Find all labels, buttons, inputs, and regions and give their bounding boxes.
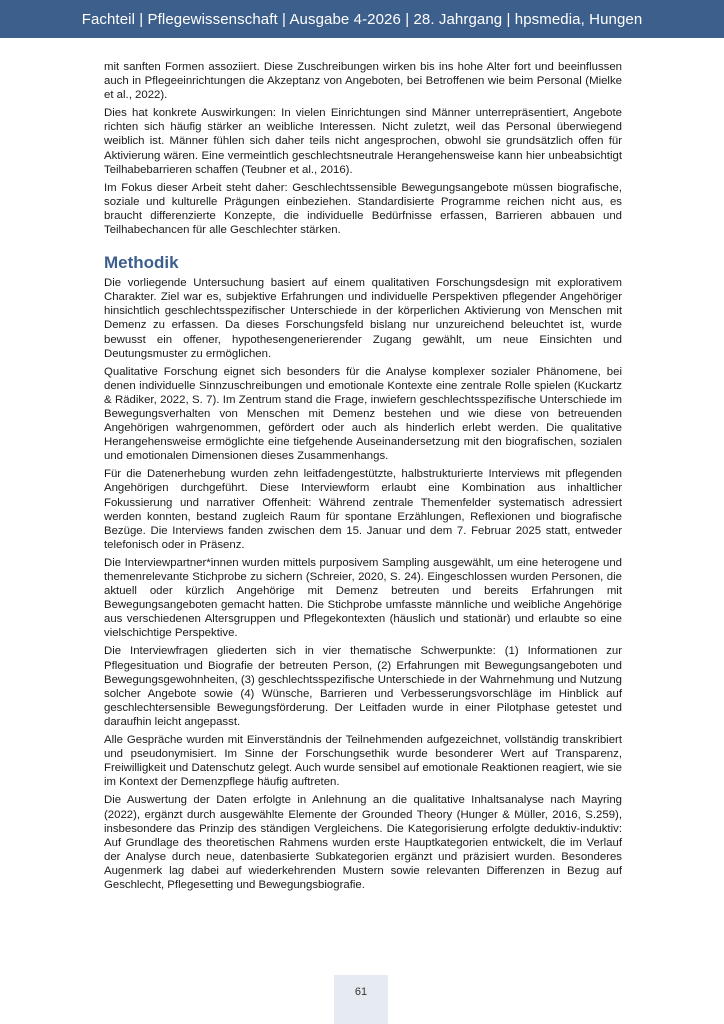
section-heading: Methodik xyxy=(104,253,179,273)
methodik-paragraph-7: Die Auswertung der Daten erfolgte in Anlehnung an die qualitative Inhaltsanalyse nach Mayring (2022), ergänzt durch ausgewählte Elemente der Grounded Theory (Hunger & Müller, 2016, S.259), insbesondere das Prinzip des ständigen Vergleichens. Die Kategorisierung erfolgte deduktiv-induktiv: Auf Grundlage des theoretischen Rahmens wurden erste Hauptkategorien entwickelt, die im Verlauf der Analyse durch neue, datenbasierte Subkategorien ergänzt und präzisiert wurden. Besonderes Augenmerk lag dabei auf wiederkehrenden Mustern sowie relevanten Differenzen in Bezug auf Geschlecht, Pflegesetting und Bewegungsbiografie. xyxy=(104,794,622,891)
intro-paragraph-3: Im Fokus dieser Arbeit steht daher: Geschlechtssensible Bewegungsangebote müssen biografische, soziale und kulturelle Prägungen einbeziehen. Standardisierte Programme reichen nicht aus, es braucht differenzierte Konzepte, die individuelle Bedürfnisse erfassen, Barrieren abbauen und Teilhabechancen für alle Geschlechter stärken. xyxy=(104,181,622,237)
methodik-paragraph-5: Die Interviewfragen gliederten sich in vier thematische Schwerpunkte: (1) Informationen zur Pflegesituation und Biografie der betreuten Person, (2) Erfahrungen mit Bewegungsangeboten und Bewegungsgewohnheiten, (3) geschlechtsspezifische Unterschiede in der Wahrnehmung und Nutzung solcher Angebote sowie (4) Wünsche, Barrieren und Verbesserungsvorschläge im Hinblick auf geschlechtersensible Bewegungsförderung. Der Leitfaden wurde in einer Pilotphase getestet und daraufhin leicht angepasst. xyxy=(104,645,622,728)
page-number-box xyxy=(334,975,388,1024)
running-header xyxy=(0,0,724,38)
methodik-paragraph-1: Die vorliegende Untersuchung basiert auf einem qualitativen Forschungsdesign mit explorativem Charakter. Ziel war es, subjektive Erfahrungen und individuelle Perspektiven pflegender Angehöriger hinsichtlich geschlechtsspezifischer Unterschiede in der körperlichen Aktivierung von Menschen mit Demenz zu erfassen. Da dieses Forschungsfeld bislang nur unzureichend beleuchtet ist, wurde bewusst ein offener, hypothesengenerierender Zugang gewählt, um neue Einsichten und Deutungsmuster zu ermöglichen. xyxy=(104,277,622,360)
page-number: 61 xyxy=(354,986,368,998)
intro-paragraph-2: Dies hat konkrete Auswirkungen: In vielen Einrichtungen sind Männer unterrepräsentiert, Angebote richten sich häufig stärker an weibliche Interessen. Nicht zuletzt, weil das Personal überwiegend weiblich ist. Männer fühlen sich daher teils nicht angesprochen, obwohl sie grundsätzlich offen für Aktivierung wären. Eine vermeintlich geschlechtsneutrale Herangehensweise kann hier unbeabsichtigt Teilhabebarrieren schaffen (Teubner et al., 2016). xyxy=(104,107,622,176)
article-body xyxy=(104,60,622,896)
methodik-paragraph-2: Qualitative Forschung eignet sich besonders für die Analyse komplexer sozialer Phänomene, bei denen individuelle Sinnzuschreibungen und emotionale Kontexte eine zentrale Rolle spielen (Kuckartz & Rädiker, 2022, S. 7). Im Zentrum stand die Frage, inwiefern geschlechtsspezifische Unterschiede im Bewegungsverhalten von Menschen mit Demenz bestehen und wie diese von betreuenden Angehörigen wahrgenommen, gefördert oder auch als hinderlich erlebt werden. Die qualitative Herangehensweise ermöglichte eine tiefgehende Auseinandersetzung mit den biografischen, sozialen und emotionalen Dimensionen dieses Zusammenhangs. xyxy=(104,365,622,463)
methodik-paragraph-3: Für die Datenerhebung wurden zehn leitfadengestützte, halbstrukturierte Interviews mit pflegenden Angehörigen durchgeführt. Diese Interviewform erlaubt eine Kombination aus inhaltlicher Fokussierung und narrativer Offenheit: Während zentrale Themenfelder systematisch adressiert werden konnten, bestand zugleich Raum für spontane Erzählungen, Reflexionen und biografische Bezüge. Die Interviews fanden zwischen dem 15. Januar und dem 7. Februar 2025 statt, entweder telefonisch oder in Präsenz. xyxy=(104,468,622,551)
intro-paragraph-1: mit sanften Formen assoziiert. Diese Zuschreibungen wirken bis ins hohe Alter fort und beeinflussen auch in Pflegeeinrichtungen die Akzeptanz von Angeboten, bei Betroffenen wie beim Personal (Mielke et al., 2022). xyxy=(104,61,622,102)
methodik-paragraph-6: Alle Gespräche wurden mit Einverständnis der Teilnehmenden aufgezeichnet, vollständig transkribiert und pseudonymisiert. Im Sinne der Forschungsethik wurde besonderer Wert auf Transparenz, Freiwilligkeit und Datenschutz gelegt. Auch wurde sensibel auf emotionale Reaktionen reagiert, wie sie im Kontext der Demenzpflege häufig auftreten. xyxy=(104,734,622,789)
methodik-paragraph-4: Die Interviewpartner*innen wurden mittels purposivem Sampling ausgewählt, um eine heterogene und themenrelevante Stichprobe zu sichern (Schreier, 2020, S. 24). Eingeschlossen wurden Personen, die aktuell oder kürzlich Angehörige mit Demenz betreuten und bereits Erfahrungen mit Bewegungsangeboten gemacht hatten. Die Stichprobe umfasste männliche und weibliche Angehörige aus verschiedenen Altersgruppen und Pflegekontexten (häuslich und stationär) und erlaubte so eine vielschichtige Perspektive. xyxy=(104,556,622,640)
header-text: Fachteil | Pflegewissenschaft | Ausgabe 4-2026 | 28. Jahrgang | hpsmedia, Hungen xyxy=(81,10,643,28)
